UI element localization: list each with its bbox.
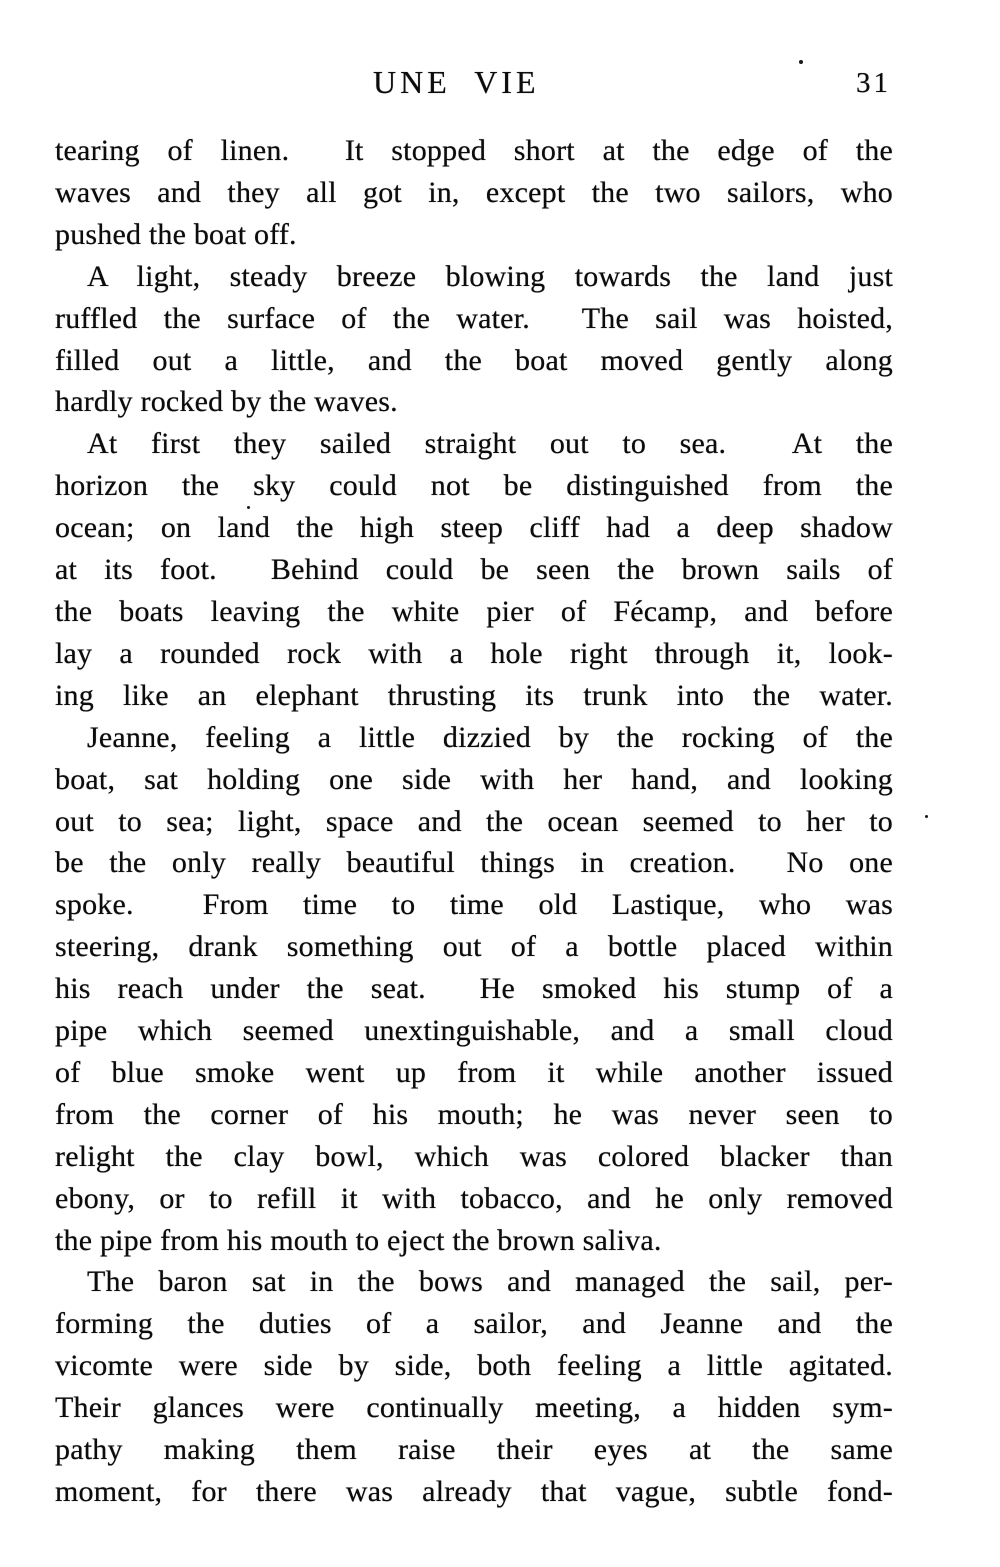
text-line: of blue smoke went up from it while another issued xyxy=(55,1055,893,1089)
text-line: the boats leaving the white pier of Fécamp, and before xyxy=(55,594,893,628)
text-line: be the only really beautiful things in creation. No one xyxy=(55,846,893,880)
text-line: vicomte were side by side, both feeling a little agitated. xyxy=(55,1349,893,1383)
text-line: Jeanne, feeling a little dizzied by the rocking of the xyxy=(87,720,893,754)
scan-speck xyxy=(799,60,803,64)
text-line: ocean; on land the high steep cliff had a deep shadow xyxy=(55,511,893,545)
text-line: pathy making them raise their eyes at the same xyxy=(55,1433,893,1467)
page-header xyxy=(55,64,893,108)
text-line: his reach under the seat. He smoked his stump of a xyxy=(55,972,893,1006)
text-line: Their glances were continually meeting, a hidden sym- xyxy=(55,1391,893,1425)
text-line: ing like an elephant thrusting its trunk into the water. xyxy=(55,678,893,712)
text-line: out to sea; light, space and the ocean seemed to her to xyxy=(55,804,893,838)
text-line: pipe which seemed unextinguishable, and a small cloud xyxy=(55,1014,893,1048)
scan-speck xyxy=(247,506,250,509)
text-line: tearing of linen. It stopped short at the edge of the xyxy=(55,134,893,167)
text-line: waves and they all got in, except the two sailors, who xyxy=(55,175,893,209)
text-line: ebony, or to refill it with tobacco, and he only removed xyxy=(55,1181,893,1215)
text-line: moment, for there was already that vague, subtle fond- xyxy=(55,1475,893,1508)
text-line: steering, drank something out of a bottle placed within xyxy=(55,930,893,964)
text-line: spoke. From time to time old Lastique, who was xyxy=(55,888,893,922)
text-line: the pipe from his mouth to eject the brown saliva. xyxy=(55,1223,662,1257)
body-text xyxy=(55,130,893,1513)
text-line: boat, sat holding one side with her hand, and looking xyxy=(55,762,893,796)
text-line: hardly rocked by the waves. xyxy=(55,385,398,419)
text-line: The baron sat in the bows and managed the sail, per- xyxy=(87,1265,893,1299)
page-number: 31 xyxy=(856,67,891,99)
paragraph xyxy=(55,1261,893,1512)
text-line: A light, steady breeze blowing towards the land just xyxy=(87,259,893,293)
text-line: pushed the boat off. xyxy=(55,217,297,251)
scan-speck xyxy=(925,815,928,818)
paragraph xyxy=(55,423,893,716)
text-line: ruffled the surface of the water. The sail was hoisted, xyxy=(55,301,893,335)
text-line: relight the clay bowl, which was colored blacker than xyxy=(55,1139,893,1173)
paragraph xyxy=(55,256,893,424)
paragraph xyxy=(55,717,893,1262)
running-title: UNE VIE xyxy=(373,64,540,100)
text-line: at its foot. Behind could be seen the brown sails of xyxy=(55,553,893,587)
text-line: horizon the sky could not be distinguished from the xyxy=(55,469,893,503)
text-line: lay a rounded rock with a hole right through it, look- xyxy=(55,636,893,670)
text-line: filled out a little, and the boat moved gently along xyxy=(55,343,893,377)
text-line: At first they sailed straight out to sea. At the xyxy=(87,427,893,461)
paragraph xyxy=(55,130,893,256)
text-line: from the corner of his mouth; he was never seen to xyxy=(55,1097,893,1131)
text-line: forming the duties of a sailor, and Jeanne and the xyxy=(55,1307,893,1341)
